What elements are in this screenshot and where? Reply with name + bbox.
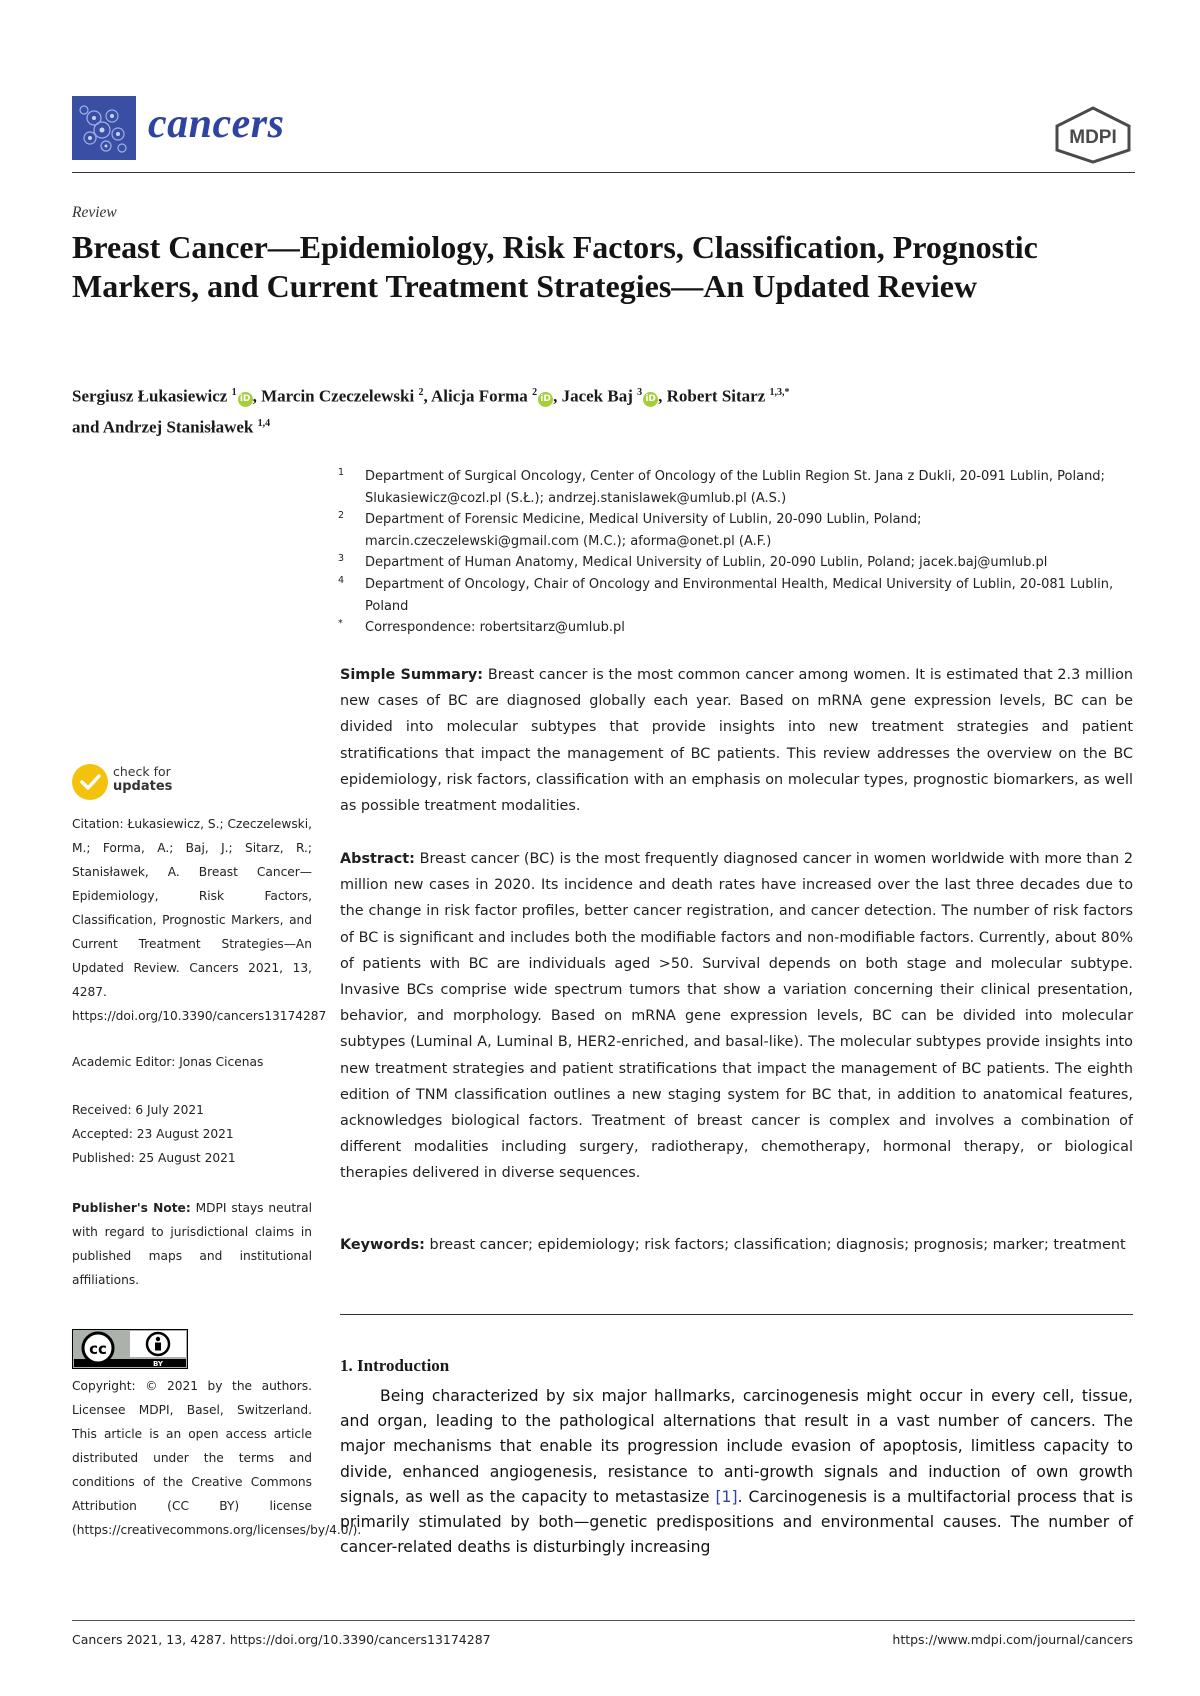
article-type: Review xyxy=(72,204,117,221)
citation: Citation: Łukasiewicz, S.; Czeczelewski, M.; Forma, A.; Baj, J.; Sitarz, R.; Stanisławek, A. Breast Cancer—Epidemiology, Risk Factors, Classification, Prognostic Markers, and Current Treatment Strategies—An Updated Review. Cancers 2021, 13, 4287. https://doi.org/10.3390/cancers13174287 xyxy=(72,817,327,1023)
journal-name: cancers xyxy=(148,101,285,147)
section-divider xyxy=(340,1314,1133,1315)
author-affiliation-marker: 1 xyxy=(231,387,237,398)
publisher-note xyxy=(72,1196,312,1292)
article-title: Breast Cancer—Epidemiology, Risk Factors, Classification, Prognostic Markers, and Current Treatment Strategies—An Updated Review xyxy=(72,229,1038,304)
affiliation-number: 1 xyxy=(338,467,345,478)
check-for-updates-label[interactable] xyxy=(113,764,172,794)
authors-conjunction: and xyxy=(72,417,103,437)
introduction-text-part1: Being characterized by six major hallmarks, carcinogenesis might occur in every cell, tissue, and organ, leading to the pathological alternations that result in a vast number of cancers. The major mechanisms that enable its progression include evasion of apoptosis, limitless capacity to divide, enhanced angiogenesis, resistance to anti-growth signals and induction of own growth signals, as well as the capacity to metastasize xyxy=(340,1387,1133,1506)
simple-summary-label: Simple Summary: xyxy=(340,667,484,683)
publisher-name: MDPI xyxy=(1069,127,1117,148)
check-for-updates-icon[interactable] xyxy=(72,764,108,800)
check-updates-line2: updates xyxy=(113,779,173,794)
journal-logo-icon xyxy=(72,96,136,160)
simple-summary-text: Breast cancer is the most common cancer among women. It is estimated that 2.3 million new cases of BC are diagnosed globally each year. Based on mRNA gene expression levels, BC can be divided into molecular subtypes that provide insights into new treatment strategies and patient stratifications that impact the management of BC patients. This review addresses the overview on the BC epidemiology, risk factors, classification with an emphasis on molecular types, prognostic biomarkers, as well as possible treatment modalities. xyxy=(340,667,1133,815)
author-affiliation-marker: 2 xyxy=(532,387,538,398)
orcid-icon[interactable]: iD xyxy=(238,392,253,407)
mdpi-logo xyxy=(1053,106,1133,164)
affiliation-number: 3 xyxy=(338,553,345,565)
affiliation-number: * xyxy=(338,618,343,630)
author-name[interactable]: Sergiusz Łukasiewicz xyxy=(72,386,232,406)
author-name[interactable]: Alicja Forma xyxy=(431,386,533,406)
abstract-label: Abstract: xyxy=(340,851,415,867)
affiliation-item xyxy=(338,509,1138,552)
cc-label: cc xyxy=(89,1340,107,1358)
cc-by-label: BY xyxy=(152,1360,164,1368)
academic-editor: Academic Editor: Jonas Cicenas xyxy=(72,1055,264,1069)
affiliation-item xyxy=(338,617,1138,639)
affiliation-item xyxy=(338,574,1138,617)
introduction-text xyxy=(340,1384,1133,1560)
footer-divider xyxy=(72,1620,1135,1621)
publication-dates xyxy=(72,1098,312,1170)
keywords-label: Keywords: xyxy=(340,1237,425,1253)
accepted-date: Accepted: 23 August 2021 xyxy=(72,1127,234,1141)
published-date: Published: 25 August 2021 xyxy=(72,1151,236,1165)
copyright-notice: Copyright: © 2021 by the authors. Licensee MDPI, Basel, Switzerland. This article is an open access article distributed under the terms and conditions of the Creative Commons Attribution (CC BY) license (https://creativecommons.org/licenses/by/4.0/). xyxy=(72,1379,362,1537)
cc-by-license-icon[interactable] xyxy=(72,1329,188,1369)
abstract-text: Breast cancer (BC) is the most frequently diagnosed cancer in women worldwide with more than 2 million new cases in 2020. Its incidence and death rates have increased over the last three decades due to the change in risk factor profiles, better cancer registration, and cancer detection. The number of risk factors of BC is significant and includes both the modifiable factors and non-modifiable factors. Currently, about 80% of patients with BC are individuals aged >50. Survival depends on both stage and molecular subtype. Invasive BCs comprise wide spectrum tumors that show a variation concerning their clinical presentation, behavior, and morphology. Based on mRNA gene expression levels, BC can be divided into molecular subtypes (Luminal A, Luminal B, HER2-enriched, and basal-like). The molecular subtypes provide insights into new treatment strategies and patient stratifications that impact the management of BC patients. The eighth edition of TNM classification outlines a new staging system for BC that, in addition to anatomical features, acknowledges biological factors. Treatment of breast cancer is complex and involves a combination of different modalities including surgery, radiotherapy, chemotherapy, hormonal therapy, or biological therapies delivered in diverse sequences. xyxy=(340,851,1133,1182)
author-affiliation-marker: 2 xyxy=(418,387,424,398)
affiliation-item xyxy=(338,466,1138,509)
author-affiliation-marker: 1,3,* xyxy=(769,387,790,398)
received-date: Received: 6 July 2021 xyxy=(72,1103,204,1117)
check-updates-line1: check for xyxy=(113,764,171,779)
affiliation-item xyxy=(338,552,1138,574)
introduction-heading: 1. Introduction xyxy=(340,1356,450,1375)
reference-link[interactable]: [1] xyxy=(715,1487,738,1506)
abstract xyxy=(340,846,1133,1187)
header-divider xyxy=(72,172,1135,173)
keywords-text: breast cancer; epidemiology; risk factors; classification; diagnosis; prognosis; marker; treatment xyxy=(429,1237,1126,1253)
keywords xyxy=(340,1232,1133,1258)
simple-summary xyxy=(340,662,1133,819)
footer-citation: Cancers 2021, 13, 4287. https://doi.org/10.3390/cancers13174287 xyxy=(72,1632,491,1647)
affiliation-number: 2 xyxy=(338,510,345,522)
affiliation-text: Department of Surgical Oncology, Center of Oncology of the Lublin Region St. Jana z Dukli, 20-091 Lublin, Poland; Slukasiewicz@cozl.pl (S.Ł.); andrzej.stanislawek@umlub.pl (A.S.) xyxy=(365,469,1105,506)
author-list: Sergiusz Łukasiewicz $^1$iD , Marcin Czeczelewski $^2$, Alicja Forma $^2$iD , Jacek Baj $^3$iD , Robert Sitarz $^{1,3,*}$ and Andrzej Stanisławek $^{1,4}$ xyxy=(72,386,790,437)
author-affiliation-marker: 1,4 xyxy=(257,417,271,429)
affiliation-text: Department of Forensic Medicine, Medical University of Lublin, 20-090 Lublin, Poland; marcin.czeczelewski@gmail.com (M.C.); aforma@onet.pl (A.F.) xyxy=(365,512,922,549)
author-name[interactable]: Robert Sitarz xyxy=(666,386,770,406)
author-name[interactable]: Jacek Baj xyxy=(561,386,638,406)
journal-url-link[interactable]: https://www.mdpi.com/journal/cancers xyxy=(892,1632,1133,1647)
affiliation-number: 4 xyxy=(338,574,345,586)
affiliations xyxy=(338,466,1138,639)
publisher-note-text: MDPI stays neutral with regard to jurisdictional claims in published maps and institutional affiliations. xyxy=(72,1201,313,1287)
affiliation-text: Department of Human Anatomy, Medical University of Lublin, 20-090 Lublin, Poland; jacek.baj@umlub.pl xyxy=(365,555,1048,571)
introduction-text-part2: . Carcinogenesis is a multifactorial process that is primarily stimulated by both—genetic predispositions and environmental causes. The number of cancer-related deaths is disturbingly increasing xyxy=(340,1487,1134,1557)
author-affiliation-marker: 3 xyxy=(637,387,643,398)
affiliation-text: Correspondence: robertsitarz@umlub.pl xyxy=(365,620,625,636)
author-name[interactable]: Marcin Czeczelewski xyxy=(261,386,419,406)
orcid-icon[interactable]: iD xyxy=(538,392,553,407)
orcid-icon[interactable]: iD xyxy=(643,392,658,407)
affiliation-text: Department of Oncology, Chair of Oncology and Environmental Health, Medical University of Lublin, 20-081 Lublin, Poland xyxy=(365,576,1114,614)
author-name[interactable]: Andrzej Stanisławek xyxy=(102,417,258,437)
publisher-note-label: Publisher's Note: xyxy=(72,1201,191,1215)
